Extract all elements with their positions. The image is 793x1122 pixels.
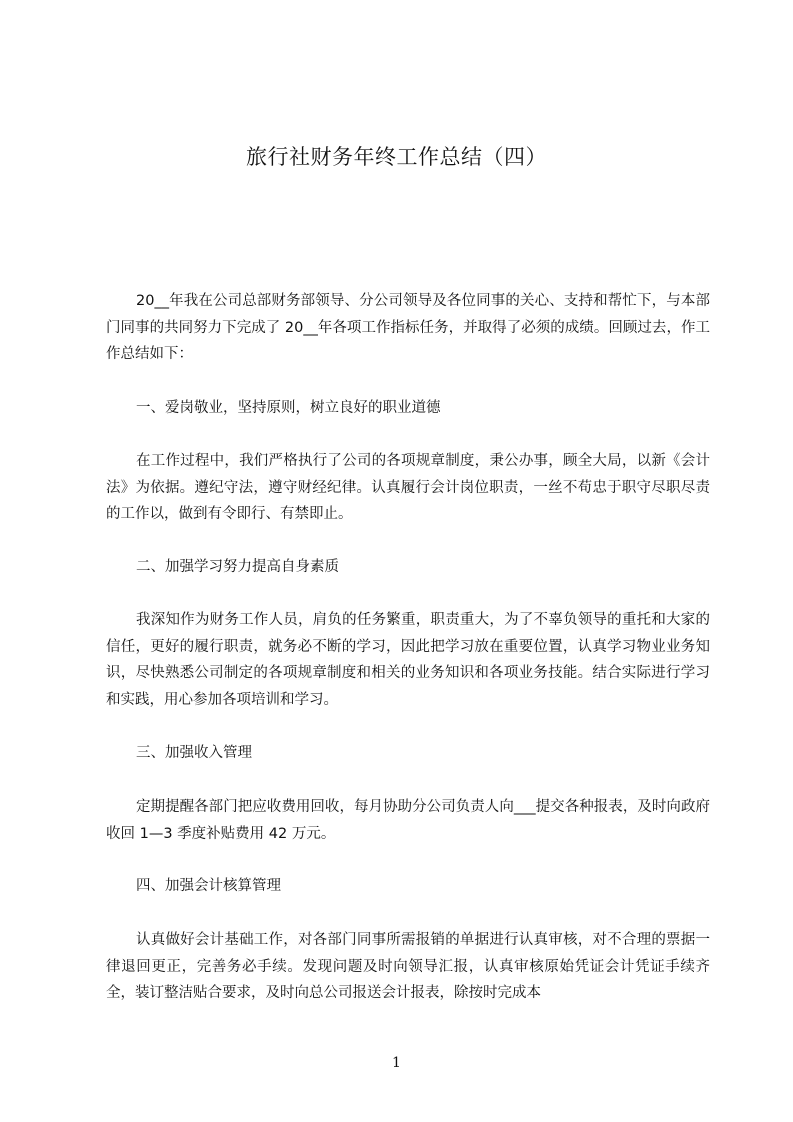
- section-heading-3: 三、加强收入管理: [136, 745, 252, 761]
- section-body-3: 定期提醒各部门把应收费用回收，每月协助分公司负责人向___提交各种报表，及时向政府收回 1—3 季度补贴费用 42 万元。: [106, 799, 710, 842]
- section-heading-2: 二、加强学习努力提高自身素质: [136, 559, 339, 575]
- section-body-4: 认真做好会计基础工作，对各部门同事所需报销的单据进行认真审核，对不合理的票据一律退回更正，完善务必手续。发现问题及时向领导汇报，认真审核原始凭证会计凭证手续齐全，装订整洁贴合要求，及时向总公司报送会计报表，除按时完成本: [106, 932, 710, 1001]
- section-body-2: 我深知作为财务工作人员，肩负的任务繁重，职责重大，为了不辜负领导的重托和大家的信任，更好的履行职责，就务必不断的学习，因此把学习放在重要位置，认真学习物业业务知识，尽快熟悉公司制定的各项规章制度和相关的业务知识和各项业务技能。结合实际进行学习和实践，用心参加各项培训和学习。: [106, 612, 710, 708]
- document-title: 旅行社财务年终工作总结（四）: [246, 145, 547, 169]
- intro-paragraph: 20__年我在公司总部财务部领导、分公司领导及各位同事的关心、支持和帮忙下，与本部门同事的共同努力下完成了 20__年各项工作指标任务，并取得了必须的成绩。回顾过去，作工作总结如下：: [106, 293, 710, 362]
- section-body-1: 在工作过程中，我们严格执行了公司的各项规章制度，秉公办事，顾全大局，以新《会计法》为依据。遵纪守法，遵守财经纪律。认真履行会计岗位职责，一丝不苟忠于职守尽职尽责的工作以，做到有令即行、有禁即止。: [106, 453, 710, 522]
- section-heading-4: 四、加强会计核算管理: [136, 878, 281, 894]
- page-number: 1: [392, 1055, 401, 1071]
- section-heading-1: 一、爱岗敬业，坚持原则，树立良好的职业道德: [136, 400, 441, 416]
